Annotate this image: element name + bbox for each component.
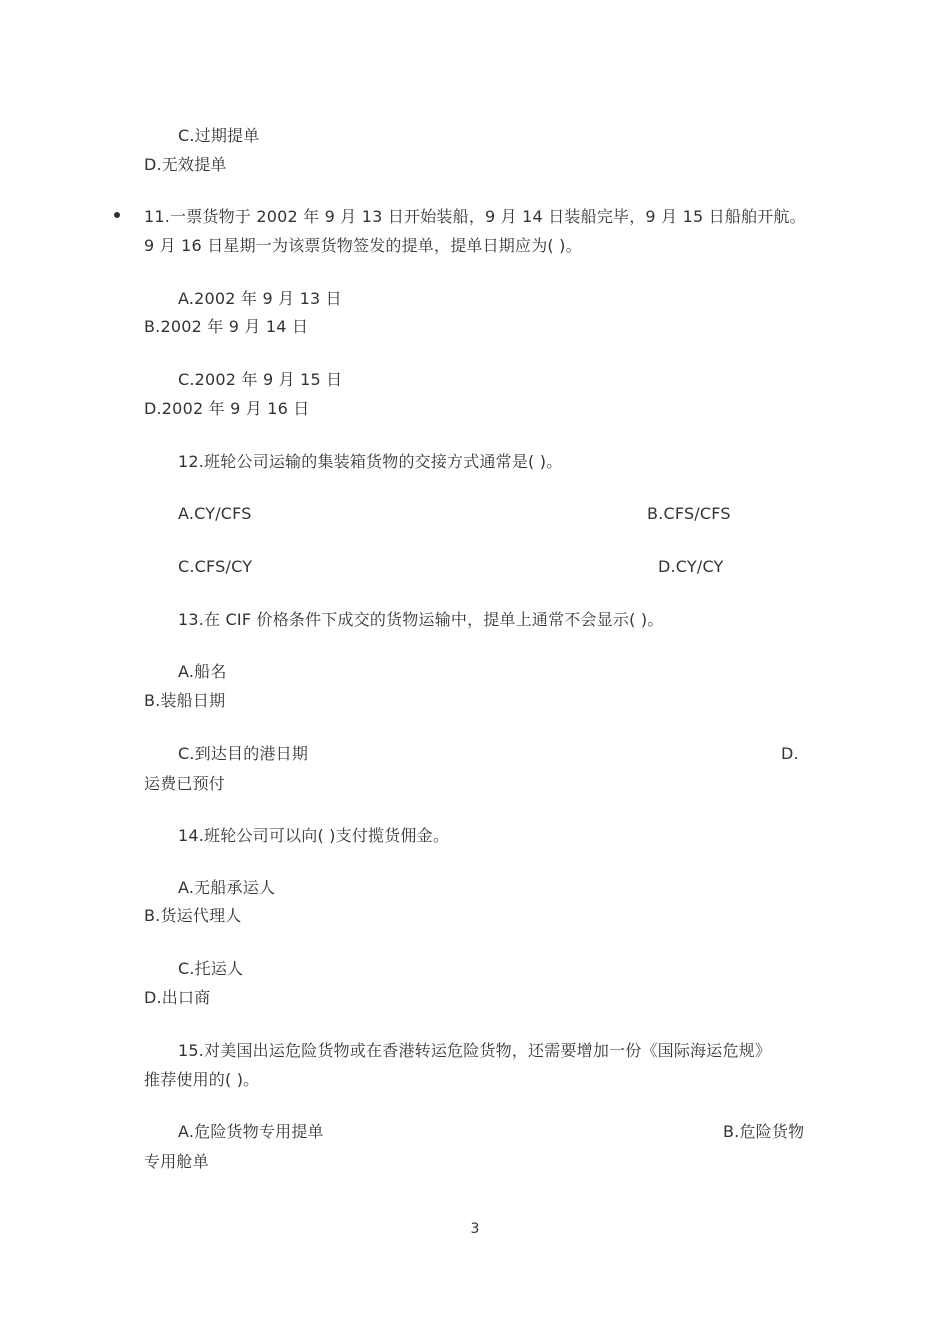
q10-option-c: C.过期提单 <box>178 126 260 145</box>
q11-option-c: C.2002 年 9 月 15 日 <box>178 370 343 389</box>
q11-stem-line2: 9 月 16 日星期一为该票货物签发的提单，提单日期应为( )。 <box>144 236 582 255</box>
q13-option-d-text: 运费已预付 <box>144 774 226 793</box>
q11-option-d: D.2002 年 9 月 16 日 <box>144 399 310 418</box>
q11-option-a: A.2002 年 9 月 13 日 <box>178 289 342 308</box>
q15-stem-line1: 15.对美国出运危险货物或在香港转运危险货物，还需要增加一份《国际海运危规》 <box>178 1041 772 1060</box>
q10-option-d: D.无效提单 <box>144 155 227 174</box>
q12-option-a: A.CY/CFS <box>178 504 252 523</box>
list-bullet <box>114 212 120 218</box>
page-number: 3 <box>470 1221 480 1237</box>
q13-option-b: B.装船日期 <box>144 691 226 710</box>
q15-stem-line2: 推荐使用的( )。 <box>144 1070 260 1089</box>
q15-option-a: A.危险货物专用提单 <box>178 1122 324 1141</box>
q14-stem: 14.班轮公司可以向( )支付揽货佣金。 <box>178 826 450 845</box>
q12-option-d: D.CY/CY <box>658 557 724 576</box>
q11-option-b: B.2002 年 9 月 14 日 <box>144 317 309 336</box>
q13-option-c: C.到达目的港日期 <box>178 744 309 763</box>
q13-stem: 13.在 CIF 价格条件下成交的货物运输中，提单上通常不会显示( )。 <box>178 610 664 629</box>
q12-option-c: C.CFS/CY <box>178 557 253 576</box>
q14-option-a: A.无船承运人 <box>178 878 276 897</box>
q14-option-b: B.货运代理人 <box>144 906 242 925</box>
q14-option-d: D.出口商 <box>144 988 211 1007</box>
q14-option-c: C.托运人 <box>178 959 244 978</box>
q12-option-b: B.CFS/CFS <box>647 504 731 523</box>
q12-stem: 12.班轮公司运输的集装箱货物的交接方式通常是( )。 <box>178 452 563 471</box>
q15-option-b-part2: 专用舱单 <box>144 1152 209 1171</box>
q15-option-b-part1: B.危险货物 <box>723 1122 805 1141</box>
q11-stem-line1: 11.一票货物于 2002 年 9 月 13 日开始装船，9 月 14 日装船完毕，9 月 15 日船舶开航。 <box>144 207 806 226</box>
q13-option-d-prefix: D. <box>781 744 799 763</box>
q13-option-a: A.船名 <box>178 662 227 681</box>
